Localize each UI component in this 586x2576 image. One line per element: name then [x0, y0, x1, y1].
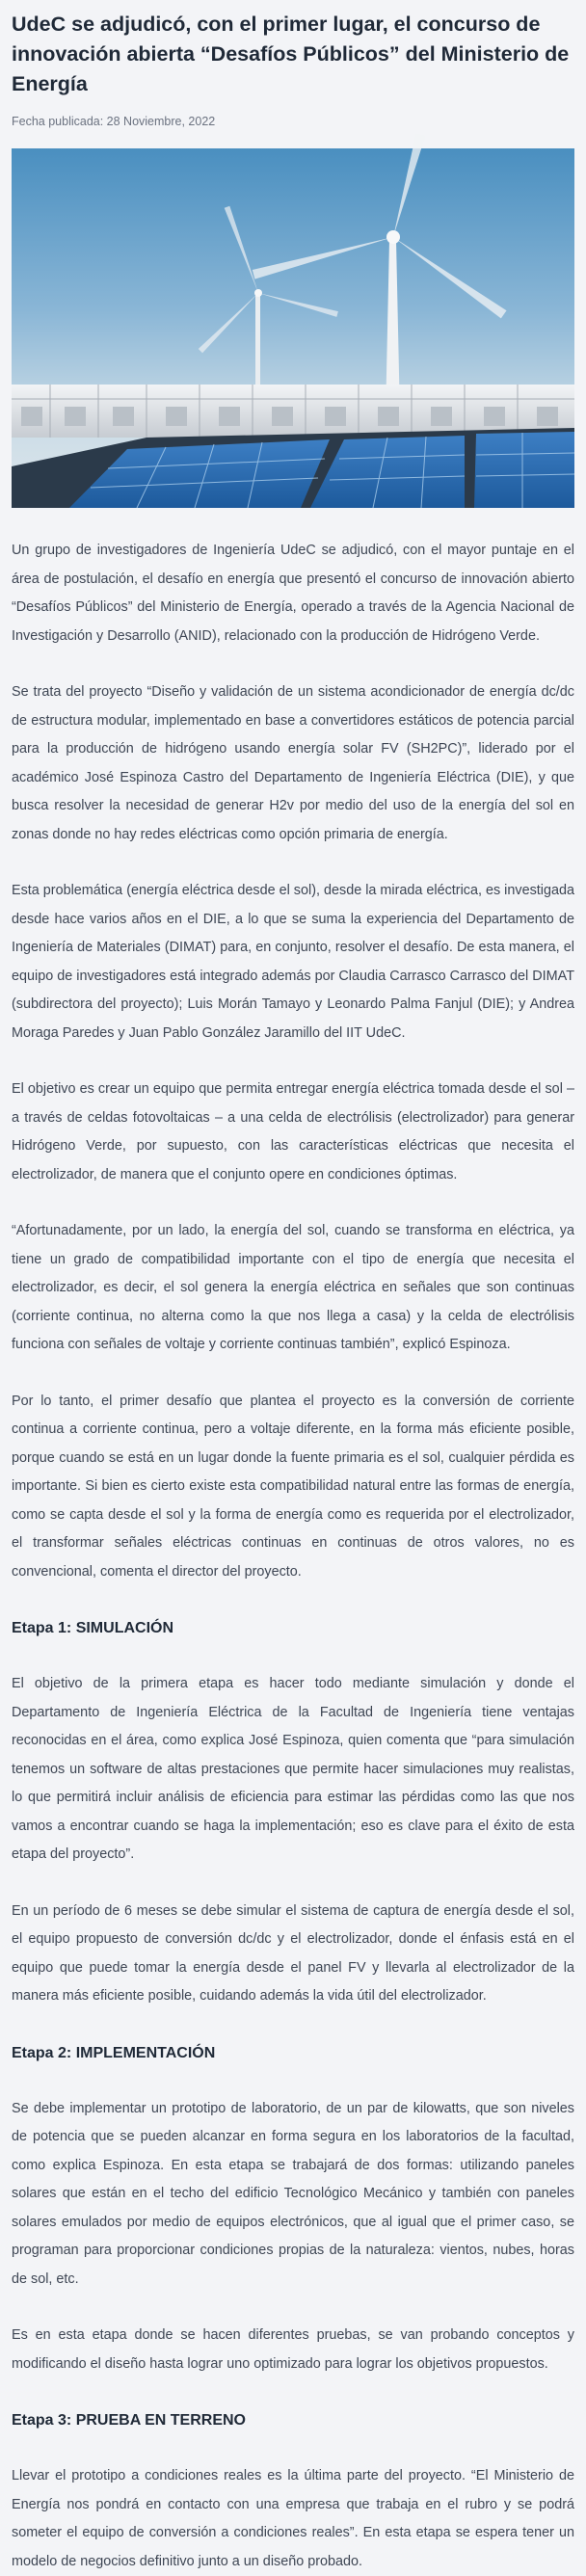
paragraph: Llevar el prototipo a condiciones reales es la última parte del proyecto. “El Ministerio de Energía nos pondrá en contacto con una empresa que trabaja en el rubro y se podrá someter el equipo de conversión a condiciones reales”. En esta etapa se espera tener un modelo de negocios definitivo junto a un diseño probado.: [12, 2468, 574, 2569]
paragraph: Por lo tanto, el primer desafío que plantea el proyecto es la conversión de corriente continua a corriente continua, pero a voltaje diferente, en la forma más eficiente posible, porque cuando se está en un lugar donde la fuente primaria es el sol, cualquier pérdida es importante. Si bien es cierto existe esta compatibilidad natural entre las formas de energía, como se capta desde el sol y la forma de energía como es requerida por el electrolizador, el transformar señales eléctricas continuas en continuas de otros valores, no es convencional, comenta el director del proyecto.: [12, 1393, 574, 1580]
paragraph: Es en esta etapa donde se hacen diferentes pruebas, se van probando conceptos y modificando el diseño hasta lograr uno optimizado para lograr los objetivos propuestos.: [12, 2327, 574, 2372]
publish-date: Fecha publicada: 28 Noviembre, 2022: [12, 115, 216, 128]
paragraph: En un período de 6 meses se debe simular el sistema de captura de energía desde el sol, el equipo propuesto de conversión dc/dc y el electrolizador, donde el énfasis está en el equipo que puede tomar la energía desde el panel FV y llevarla al electrolizador de la manera más eficiente posible, cuidando además la vida útil del electrolizador.: [12, 1902, 574, 2004]
section-heading-stage-1: Etapa 1: SIMULACIÓN: [12, 1620, 174, 1636]
paragraph: Un grupo de investigadores de Ingeniería UdeC se adjudicó, con el mayor puntaje en el área de postulación, el desafío en energía que presentó el concurso de innovación abierto “Desafíos Públicos” del Ministerio de Energía, operado a través de la Agencia Nacional de Investigación y Desarrollo (ANID), relacionado con la producción de Hidrógeno Verde.: [12, 543, 574, 644]
article-title: UdeC se adjudicó, con el primer lugar, el concurso de innovación abierta “Desafíos Públicos” del Ministerio de Energía: [12, 13, 570, 95]
paragraph: El objetivo de la primera etapa es hacer todo mediante simulación y donde el Departamento de Ingeniería Eléctrica de la Facultad de Ingeniería tiene ventajas reconocidas en el área, como explica José Espinoza, quien comenta que “para simulación tenemos un software de altas prestaciones que permite hacer simulaciones muy realistas, lo que permitirá incluir análisis de eficiencia para estimar las pérdidas como las que nos vamos a encontrar cuando se haga la implementación; eso es clave para el éxito de esta etapa del proyecto”.: [12, 1676, 574, 1862]
section-heading-stage-2: Etapa 2: IMPLEMENTACIÓN: [12, 2044, 216, 2061]
article-body: [12, 537, 574, 2576]
paragraph: Se debe implementar un prototipo de laboratorio, de un par de kilowatts, que son niveles de potencia que se pueden alcanzar en forma segura en los laboratorios de la facultad, como explica Espinoza. En esta etapa se trabajará de dos formas: utilizando paneles solares que están en el techo del edificio Tecnológico Mecánico y también con paneles solares emulados por medio de equipos electrónicos, que al igual que el primer caso, se programan para proporcionar condiciones propias de la naturaleza: vientos, nubes, horas de sol, etc.: [12, 2100, 574, 2287]
battery-containers: [12, 385, 574, 438]
wind-turbines-solar-panels-photo: [12, 148, 574, 508]
paragraph: Esta problemática (energía eléctrica desde el sol), desde la mirada eléctrica, es investigada desde hace varios años en el DIE, a lo que se suma la experiencia del Departamento de Ingeniería de Materiales (DIMAT) para, en conjunto, resolver el desafío. De esta manera, el equipo de investigadores está integrado además por Claudia Carrasco Carrasco del DIMAT (subdirectora del proyecto); Luis Morán Tamayo y Leonardo Palma Fanjul (DIE); y Andrea Moraga Paredes y Juan Pablo González Jaramillo del IIT UdeC.: [12, 883, 574, 1041]
paragraph: “Afortunadamente, por un lado, la energía del sol, cuando se transforma en eléctrica, ya tiene un grado de compatibilidad importante con el tipo de energía que necesita el electrolizador, es decir, el sol genera la energía eléctrica en señales que son continuas (corriente continua, no alterna como la que nos llega a casa) y la celda de electrólisis funciona con señales de voltaje y corriente continuas también”, explicó Espinoza.: [12, 1223, 574, 1352]
section-heading-stage-3: Etapa 3: PRUEBA EN TERRENO: [12, 2412, 246, 2429]
paragraph: El objetivo es crear un equipo que permita entregar energía eléctrica tomada desde el sol – a través de celdas fotovoltaicas – a una celda de electrólisis (electrolizador) para generar Hidrógeno Verde, por supuesto, con las características eléctricas que necesita el electrolizador, de manera que el conjunto opere en condiciones óptimas.: [12, 1081, 574, 1182]
paragraph: Se trata del proyecto “Diseño y validación de un sistema acondicionador de energía dc/dc de estructura modular, implementado en base a convertidores estáticos de potencia parcial para la producción de hidrógeno usando energía solar FV (SH2PC)”, liderado por el académico José Espinoza Castro del Departamento de Ingeniería Eléctrica (DIE), y que busca resolver la necesidad de generar H2v por medio del uso de la energía del sol en zonas donde no hay redes eléctricas como opción primaria de energía.: [12, 684, 574, 842]
